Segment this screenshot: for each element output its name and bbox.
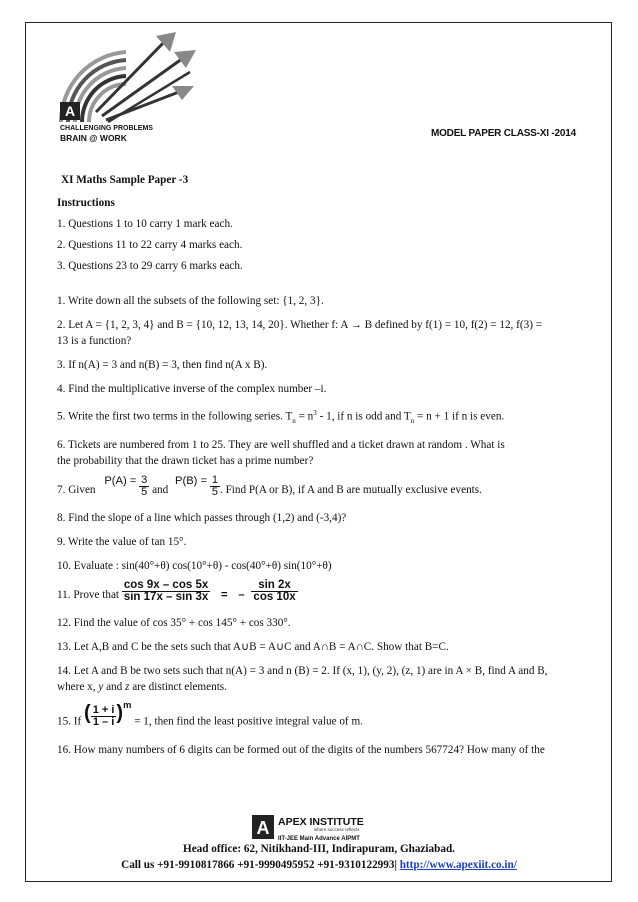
svg-text:A: A — [256, 818, 270, 838]
fraction-rhs: $\frac{\sin 2x}{\cos 10x}$ — [253, 578, 296, 603]
paper-title: XI Maths Sample Paper -3 — [61, 174, 189, 186]
question-4: 4. Find the multiplicative inverse of the complex number –i. — [57, 383, 327, 395]
question-9: 9. Write the value of tan 15°. — [57, 535, 187, 548]
apex-institute-logo — [252, 814, 392, 844]
website-link[interactable]: http://www.apexiit.co.in/ — [399, 859, 517, 871]
question-13: 13. Let A,B and C be the sets such that A∪B = A∪C and A∩B = A∩C. Show that B=C. — [57, 640, 449, 653]
model-paper-label: MODEL PAPER CLASS-XI -2014 — [430, 128, 576, 139]
question-12: 12. Find the value of cos 35° + cos 145° + cos 330°. — [57, 616, 291, 629]
instructions-heading: Instructions — [57, 197, 115, 209]
fraction-lhs: $\frac{\cos 9x - \cos 5x}{\sin 17x - \sin 3x}$ — [123, 578, 209, 603]
svg-text:CHALLENGING PROBLEMS: CHALLENGING PROBLEMS — [60, 125, 153, 132]
svg-text:where success reflects: where success reflects — [314, 827, 360, 832]
fraction-1pi-1mi: $\frac{1 + i}{1 - i}$ — [92, 703, 115, 728]
question-3: 3. If n(A) = 3 and n(B) = 3, then find n(A x B). — [57, 359, 268, 371]
question-10: 10. Evaluate : sin(40°+θ) cos(10°+θ) - cos(40°+θ) sin(10°+θ) — [57, 559, 332, 572]
question-6: 6. Tickets are numbered from 1 to 25. They are well shuffled and a ticket drawn at random . What is the probability that the drawn ticket has a prime number? — [57, 438, 505, 467]
instruction-item: 1. Questions 1 to 10 carry 1 mark each. — [57, 218, 233, 230]
question-14: 14. Let A and B be two sets such that n(A) = 3 and n (B) = 2. If (x, 1), (y, 2), (z, 1) are in A × B, find A and B, where x, y and z are distinct elements. — [57, 664, 548, 693]
svg-text:IIT-JEE Main Advance AIPMT: IIT-JEE Main Advance AIPMT — [278, 836, 360, 842]
brain-at-work-logo — [56, 30, 206, 148]
instruction-item: 2. Questions 11 to 22 carry 4 marks each. — [57, 239, 243, 251]
question-15: 15. If ( $\frac{1 + i}{1 - i}$ )$^m$ = 1, then find the least positive integral value of m. — [57, 699, 363, 728]
fraction-1-5: $\frac{1}{5}$ — [211, 473, 218, 498]
question-2: 2. Let A = {1, 2, 3, 4} and B = {10, 12, 13, 14, 20}. Whether f: A → B defined by f(1) = 10, f(2) = 12, f(3) = 13 is a function? — [57, 319, 543, 347]
fraction-3-5: $\frac{3}{5}$ — [141, 473, 148, 498]
question-8: 8. Find the slope of a line which passes through (1,2) and (-3,4)? — [57, 511, 347, 524]
question-16: 16. How many numbers of 6 digits can be formed out of the digits of the numbers 567724? How many of the — [57, 743, 545, 756]
contact-line: Call us +91-9910817866 +91-9990495952 +91-9310122993| http://www.apexiit.co.in/ — [121, 859, 517, 871]
question-7: 7. Given P(A) = $\frac{3}{5}$ and P(B) = $\frac{1}{5}$ . Find P(A or B), if A and B are mutually exclusive events. — [57, 473, 482, 498]
document-body — [57, 172, 587, 766]
svg-text:A: A — [64, 103, 76, 119]
question-11: 11. Prove that $\frac{\cos 9x - \cos 5x}{\sin 17x - \sin 3x}$ = – $\frac{\sin 2x}{\cos 10x}$ — [57, 578, 296, 603]
question-5: 5. Write the first two terms in the following series. $T_n = n^3 - 1$, if n is odd and $T_n = n + 1$ if n is even. — [57, 409, 505, 425]
svg-text:BRAIN @ WORK: BRAIN @ WORK — [60, 133, 127, 143]
head-office-address: Head office: 62, Nitikhand-III, Indirapuram, Ghaziabad. — [183, 843, 455, 855]
instruction-item: 3. Questions 23 to 29 carry 6 marks each. — [57, 260, 243, 272]
question-1: 1. Write down all the subsets of the following set: {1, 2, 3}. — [57, 295, 324, 307]
svg-text:APEX INSTITUTE: APEX INSTITUTE — [278, 816, 364, 828]
